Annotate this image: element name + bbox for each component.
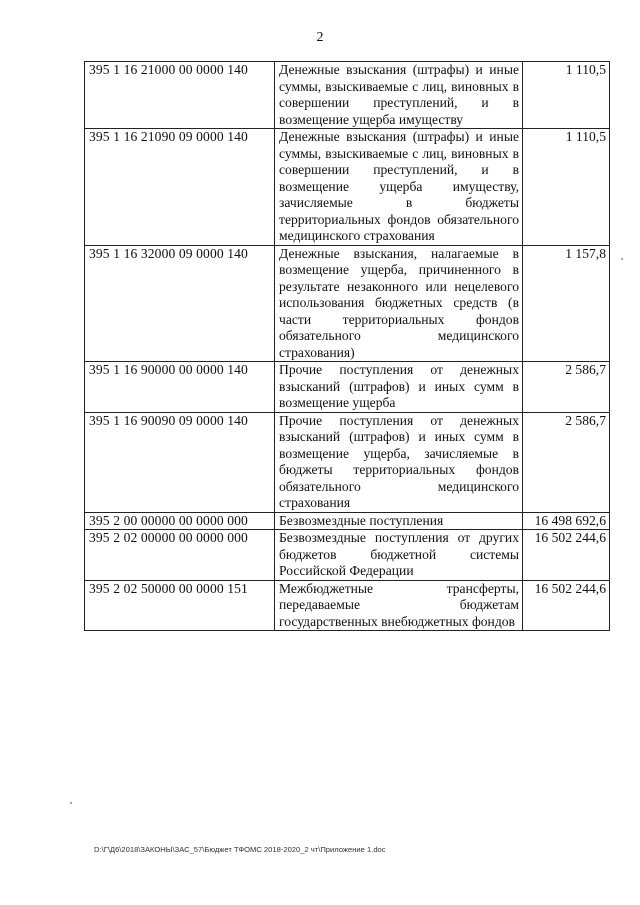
amount-cell: 1 110,5 xyxy=(523,62,610,129)
table-row xyxy=(85,129,610,246)
table-row xyxy=(85,512,610,530)
revenue-name-cell: Денежные взыскания, налагаемые в возмещение ущерба, причиненного в результате незаконного или нецелевого использования бюджетных средств (в части территориальных фондов обязательного медицинского страхования) xyxy=(275,245,523,362)
amount-cell: 16 502 244,6 xyxy=(523,530,610,581)
budget-code-cell: 395 1 16 21000 00 0000 140 xyxy=(85,62,275,129)
amount-cell: 2 586,7 xyxy=(523,412,610,512)
budget-code-cell: 395 1 16 32000 09 0000 140 xyxy=(85,245,275,362)
revenue-name-cell: Прочие поступления от денежных взысканий (штрафов) и иных сумм в возмещение ущерба xyxy=(275,362,523,413)
amount-cell: 16 498 692,6 xyxy=(523,512,610,530)
revenue-name-cell: Межбюджетные трансферты, передаваемые бюджетам государственных внебюджетных фондов xyxy=(275,580,523,631)
table-row xyxy=(85,62,610,129)
budget-code-cell: 395 2 00 00000 00 0000 000 xyxy=(85,512,275,530)
table-row xyxy=(85,580,610,631)
budget-revenue-table xyxy=(84,61,610,631)
revenue-name-cell: Безвозмездные поступления xyxy=(275,512,523,530)
amount-cell: 1 157,8 xyxy=(523,245,610,362)
revenue-name-cell: Безвозмездные поступления от других бюджетов бюджетной системы Российской Федерации xyxy=(275,530,523,581)
amount-cell: 16 502 244,6 xyxy=(523,580,610,631)
budget-code-cell: 395 1 16 90000 00 0000 140 xyxy=(85,362,275,413)
amount-cell: 2 586,7 xyxy=(523,362,610,413)
table-row xyxy=(85,245,610,362)
budget-code-cell: 395 1 16 21090 09 0000 140 xyxy=(85,129,275,246)
scan-speck xyxy=(70,802,72,804)
scan-speck xyxy=(621,258,623,260)
amount-cell: 1 110,5 xyxy=(523,129,610,246)
budget-code-cell: 395 2 02 50000 00 0000 151 xyxy=(85,580,275,631)
revenue-name-cell: Прочие поступления от денежных взысканий (штрафов) и иных сумм в возмещение ущерба, зачисляемые в бюджеты территориальных фондов обязательного медицинского страхования xyxy=(275,412,523,512)
revenue-name-cell: Денежные взыскания (штрафы) и иные суммы, взыскиваемые с лиц, виновных в совершении преступлений, и в возмещение ущерба имуществу xyxy=(275,62,523,129)
budget-code-cell: 395 2 02 00000 00 0000 000 xyxy=(85,530,275,581)
table-row xyxy=(85,362,610,413)
table-row xyxy=(85,530,610,581)
revenue-name-cell: Денежные взыскания (штрафы) и иные суммы, взыскиваемые с лиц, виновных в совершении преступлений, и в возмещение ущерба имуществу, зачисляемые в бюджеты территориальных фондов обязательного медицинского страхования xyxy=(275,129,523,246)
page-number: 2 xyxy=(316,30,324,45)
table-row xyxy=(85,412,610,512)
budget-code-cell: 395 1 16 90090 09 0000 140 xyxy=(85,412,275,512)
document-file-path: D:\Г\Д6\2018\ЗАКОНЫ\ЗАС_57\Бюджет ТФОМС 2018-2020_2 чт\Приложение 1.doc xyxy=(94,845,386,854)
